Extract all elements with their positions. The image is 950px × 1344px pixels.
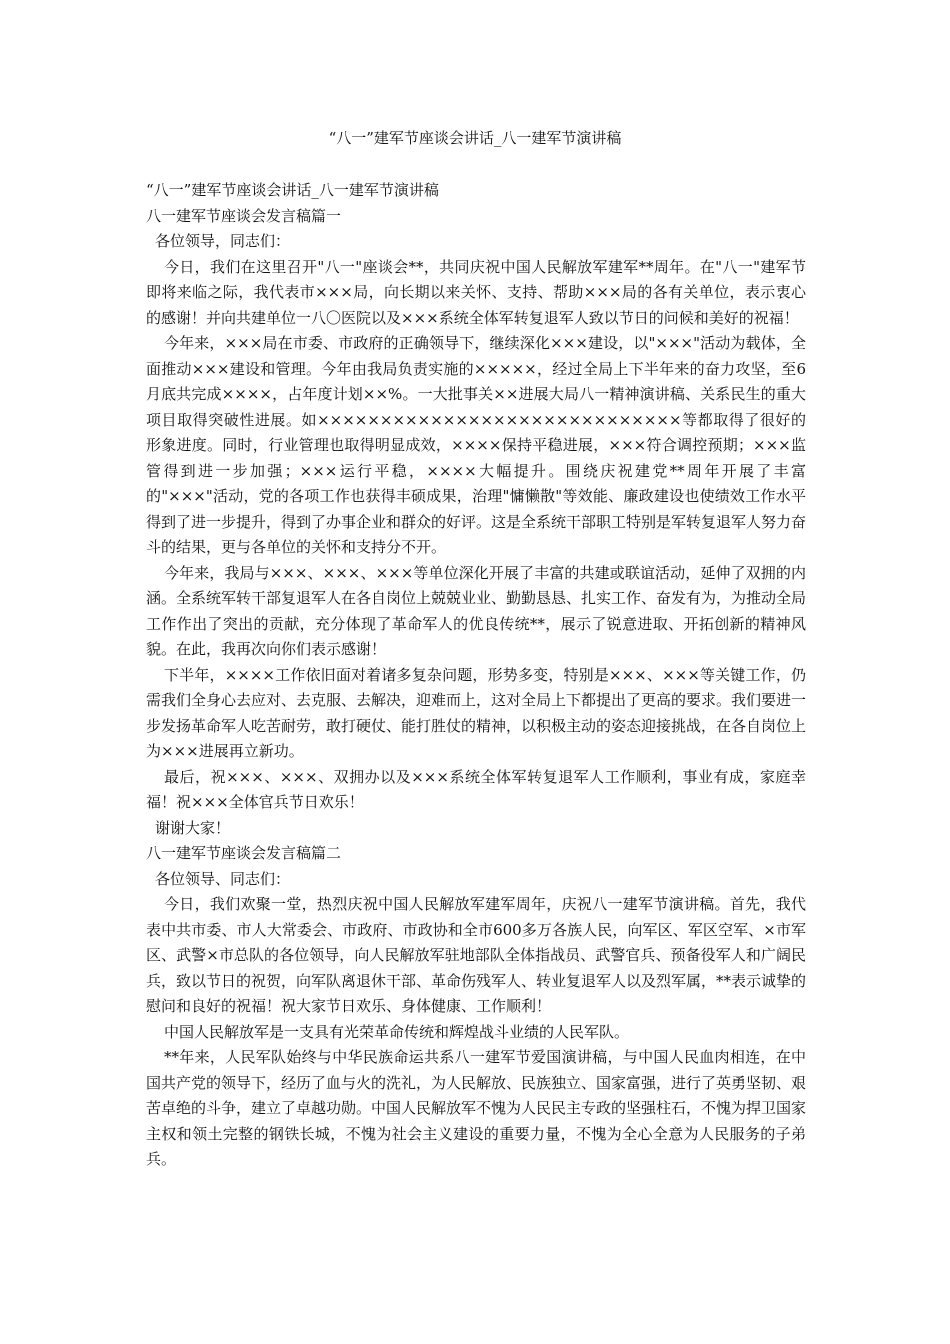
section-1-greeting: 各位领导，同志们： bbox=[155, 232, 291, 250]
section-1-closing: 谢谢大家！ bbox=[155, 818, 231, 837]
heading-repeat: “八一”建军节座谈会讲话_八一建军节演讲稿 bbox=[146, 181, 439, 199]
section-1-paragraph: 今日，我们在这里召开"八一"座谈会**，共同庆祝中国人民解放军建军**周年。在"八一"建军节即将来临之际，我代表市×××局，向长期以来关怀、支持、帮助×××局的各有关单位，表示衷心的感谢！并向共建单位一八〇医院以及×××系统全体军转复退军人致以节日的问候和美好的祝福！ bbox=[146, 257, 806, 327]
section-1-paragraph: 下半年，××××工作依旧面对着诸多复杂问题，形势多变，特别是×××、×××等关键工作，仍需我们全身心去应对、去克服、去解决，迎难而上，这对全局上下都提出了更高的要求。我们要进一步发扬革命军人吃苦耐劳，敢打硬仗、能打胜仗的精神，以积极主动的姿态迎接挑战，在各自岗位上为×××进展再立新功。 bbox=[146, 665, 807, 760]
section-2-paragraph: 今日，我们欢聚一堂，热烈庆祝中国人民解放军建军周年，庆祝八一建军节演讲稿。首先，我代表中共市委、市人大常委会、市政府、市政协和全市600多万各族人民，向军区、军区空军、×市军区、武警×市总队的各位领导，向人民解放军驻地部队全体指战员、武警官兵、预备役军人和广阔民兵，致以节日的祝贺，向军队离退休干部、革命伤残军人、转业复退军人以及烈军属，**表示诚挚的慰问和良好的祝福！祝大家节日欢乐、身体健康、工作顺利！ bbox=[146, 895, 807, 1015]
section-2-greeting: 各位领导、同志们： bbox=[155, 869, 291, 888]
section-1-paragraph: 今年来，×××局在市委、市政府的正确领导下，继续深化×××建设，以"×××"活动为载体，全面推动×××建设和管理。今年由我局负责实施的×××××，经过全局上下半年来的奋力攻坚，至6月底共完成××××，占年度计划××%。一大批事关××进展大局八一精神演讲稿、关系民生的重大项目取得突破性进展。如×××××××××××××××××××××××××××××等都取得了很好的形象进度。同时，行业管理也取得明显成效，××××保持平稳进展，×××符合调控预期；×××监管得到进一步加强；×××运行平稳，××××大幅提升。围绕庆祝建党**周年开展了丰富的"×××"活动，党的各项工作也获得丰硕成果，治理"慵懒散"等效能、廉政建设也使绩效工作水平得到了进一步提升，得到了办事企业和群众的好评。这是全系统干部职工特别是军转复退军人努力奋斗的结果，更与各单位的关怀和支持分不开。 bbox=[146, 334, 807, 556]
section-2-paragraph: **年来，人民军队始终与中华民族命运共系八一建军节爱国演讲稿，与中国人民血肉相连，在中国共产党的领导下，经历了血与火的洗礼，为人民解放、民族独立、国家富强，进行了英勇坚韧、艰苦卓绝的斗争，建立了卓越功勋。中国人民解放军不愧为人民民主专政的坚强柱石，不愧为捍卫国家主权和领土完整的钢铁长城，不愧为社会主义建设的重要力量，不愧为全心全意为人民服务的子弟兵。 bbox=[146, 1048, 807, 1168]
section-2-title: 八一建军节座谈会发言稿篇二 bbox=[146, 844, 342, 862]
section-1-title: 八一建军节座谈会发言稿篇一 bbox=[146, 206, 342, 225]
section-1-paragraph: 今年来，我局与×××、×××、×××等单位深化开展了丰富的共建或联谊活动，延伸了双拥的内涵。全系统军转干部复退军人在各自岗位上兢兢业业、勤勤恳恳、扎实工作、奋发有为，为推动全局工作作出了突出的贡献，充分体现了革命军人的优良传统**，展示了锐意进取、开拓创新的精神风貌。在此，我再次向你们表示感谢！ bbox=[146, 563, 807, 658]
document-title: “八一”建军节座谈会讲话_八一建军节演讲稿 bbox=[328, 129, 622, 147]
section-2-paragraph: 中国人民解放军是一支具有光荣革命传统和辉煌战斗业绩的人民军队。 bbox=[164, 1022, 630, 1041]
document-body bbox=[146, 178, 806, 1173]
section-1-paragraph: 最后，祝×××、×××、双拥办以及×××系统全体军转复退军人工作顺利，事业有成，家庭幸福！祝×××全体官兵节日欢乐！ bbox=[146, 767, 806, 811]
